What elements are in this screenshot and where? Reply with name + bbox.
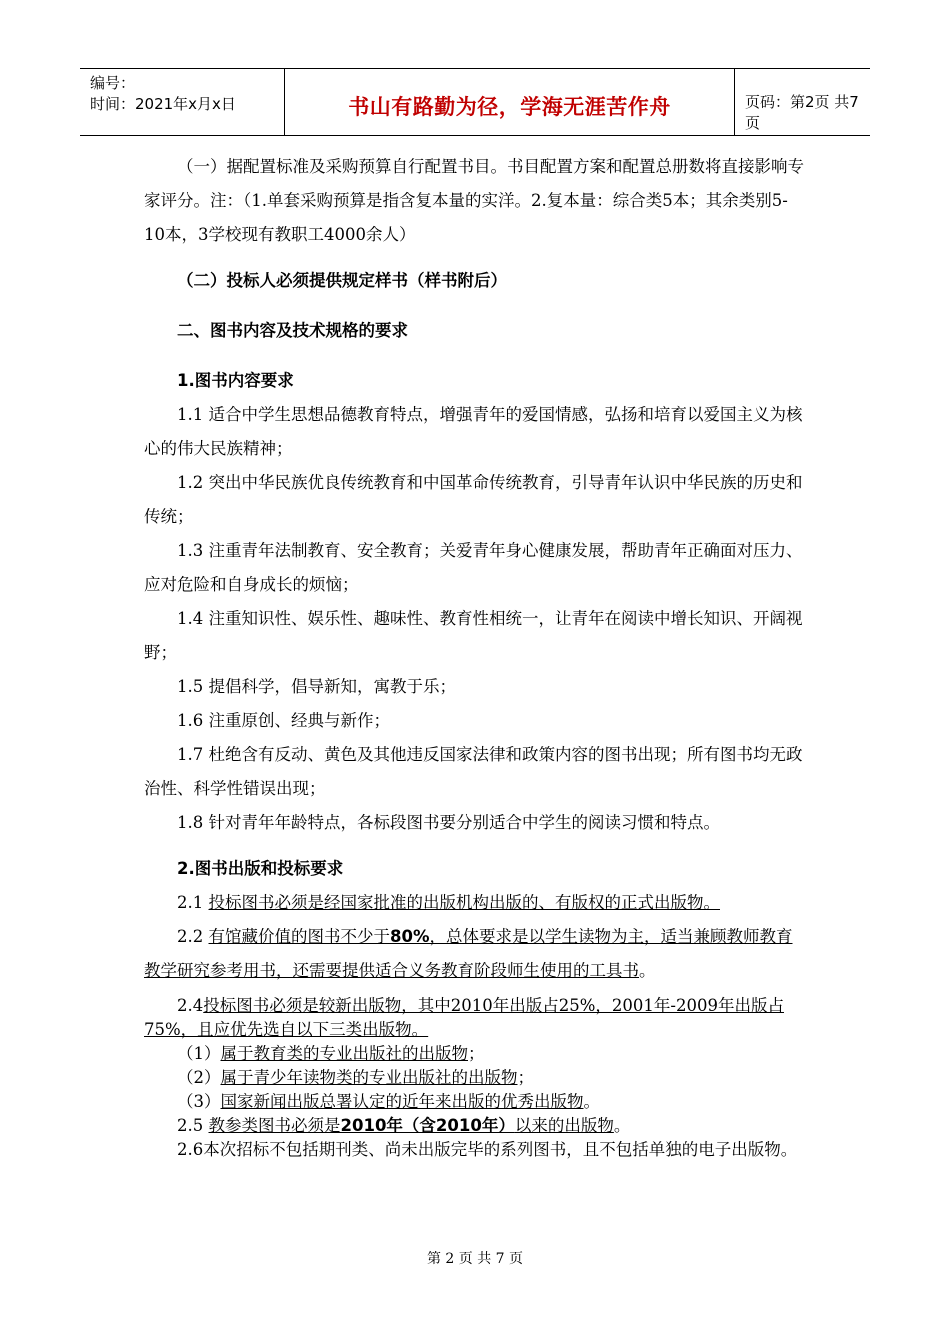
header-motto-cell <box>285 69 735 135</box>
content-item: 1.2 突出中华民族优良传统教育和中国革命传统教育，引导青年认识中华民族的历史和传统； <box>144 473 803 526</box>
para-sample-books: （二）投标人必须提供规定样书（样书附后） <box>177 271 507 290</box>
item-punct: ； <box>517 1068 534 1087</box>
item-punct: 。 <box>583 1092 600 1111</box>
item-text: ，总体要求是以学生读物为主，适当兼顾教师教育教学研究参考用书，还需要提供适合义务教育阶段师生使用的工具书 <box>144 927 793 980</box>
item-text: 国家新闻出版总署认定的近年来出版的优秀出版物 <box>220 1092 584 1111</box>
item-punct: ； <box>468 1044 485 1063</box>
item-emphasis: 2010年（含2010年） <box>340 1116 515 1135</box>
content-item: 1.5 提倡科学，倡导新知，寓教于乐； <box>177 677 456 696</box>
item-number: （3） <box>177 1092 221 1111</box>
publish-item-2-6: 2.6本次招标不包括期刊类、尚未出版完毕的系列图书，且不包括单独的电子出版物。 <box>177 1140 798 1159</box>
doc-number-label: 编号： <box>90 74 136 92</box>
publish-item-2-5 <box>144 1114 806 1138</box>
item-text: 投标图书必须是经国家批准的出版机构出版的、有版权的正式出版物。 <box>208 893 720 912</box>
item-number: （2） <box>177 1068 221 1087</box>
item-number: 2.4 <box>177 996 204 1015</box>
publish-item-2-4 <box>144 994 806 1042</box>
item-punct: 。 <box>639 961 656 980</box>
content-item: 1.7 杜绝含有反动、黄色及其他违反国家法律和政策内容的图书出现；所有图书均无政治性、科学性错误出现； <box>144 745 803 798</box>
item-text: 有馆藏价值的图书不少于 <box>208 927 390 946</box>
document-body <box>144 150 806 1162</box>
item-number: 2.5 <box>177 1116 209 1135</box>
item-text: 以来的出版物 <box>514 1116 614 1135</box>
header-page-cell <box>735 69 870 135</box>
item-emphasis: 80% <box>390 927 430 946</box>
item-number: 2.2 <box>177 927 209 946</box>
header-meta-cell <box>80 69 285 135</box>
doc-time-label: 时间：2021年x月x日 <box>90 95 236 113</box>
publish-list-item <box>144 1090 806 1114</box>
item-text: 属于教育类的专业出版社的出版物 <box>220 1044 468 1063</box>
content-item: 1.4 注重知识性、娱乐性、趣味性、教育性相统一，让青年在阅读中增长知识、开阔视野； <box>144 609 803 662</box>
subsection-2-title: 2.图书出版和投标要求 <box>177 859 344 878</box>
publish-list-item <box>144 1042 806 1066</box>
item-text: 属于青少年读物类的专业出版社的出版物 <box>220 1068 518 1087</box>
item-number: （1） <box>177 1044 221 1063</box>
para-config: （一）据配置标准及采购预算自行配置书目。书目配置方案和配置总册数将直接影响专家评分。注：（1.单套采购预算是指含复本量的实洋。2.复本量：综合类5本；其余类别5-10本，3学校现有教职工4000余人） <box>144 157 804 244</box>
page-footer: 第 2 页 共 7 页 <box>426 1251 524 1267</box>
content-item: 1.8 针对青年年龄特点，各标段图书要分别适合中学生的阅读习惯和特点。 <box>177 813 720 832</box>
subsection-1-title: 1.图书内容要求 <box>177 371 294 390</box>
publish-item-2-2 <box>144 920 806 988</box>
item-number: 2.1 <box>177 893 209 912</box>
header-motto: 书山有路勤为径，学海无涯苦作舟 <box>348 95 671 119</box>
publish-list-item <box>144 1066 806 1090</box>
item-text: 投标图书必须是较新出版物，其中2010年出版占25%，2001年-2009年出版占75%，且应优先选自以下三类出版物。 <box>144 996 784 1039</box>
page-header <box>80 68 870 136</box>
publish-item-2-1 <box>144 886 806 920</box>
content-item: 1.3 注重青年法制教育、安全教育；关爱青年身心健康发展，帮助青年正确面对压力、应对危险和自身成长的烦恼； <box>144 541 803 594</box>
header-page-label: 页码：第2页 共7页 <box>745 93 859 132</box>
content-item: 1.1 适合中学生思想品德教育特点，增强青年的爱国情感，弘扬和培育以爱国主义为核心的伟大民族精神； <box>144 405 803 458</box>
item-text: 教参类图书必须是 <box>208 1116 341 1135</box>
item-punct: 。 <box>613 1116 631 1135</box>
content-item: 1.6 注重原创、经典与新作； <box>177 711 390 730</box>
section-2-title: 二、图书内容及技术规格的要求 <box>177 321 408 340</box>
